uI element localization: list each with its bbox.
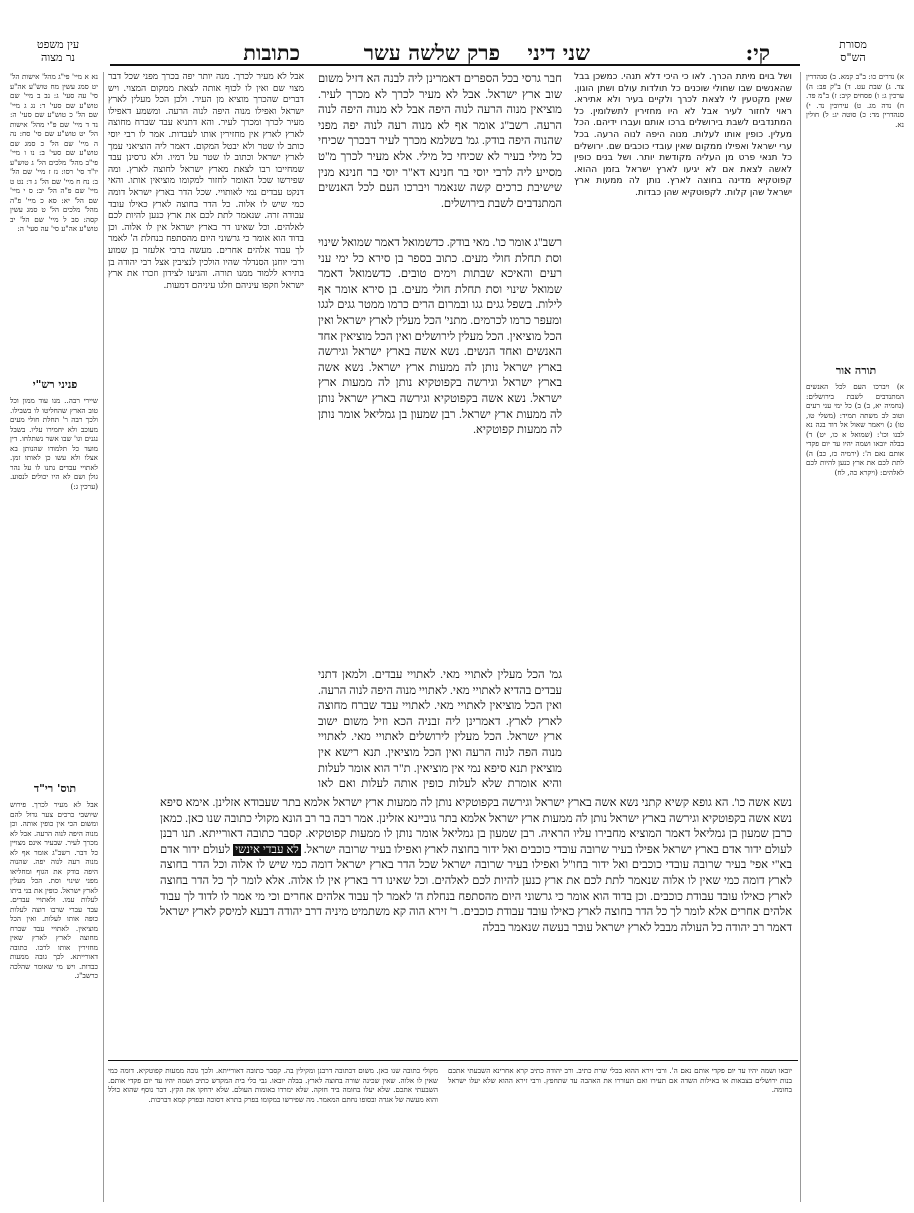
bottom-commentary-left: מקולי כתובה שנו כאן. משום דכתובה דרבנן ומקילין בה. קסבר כתובה דאורייתא. ולכך גובה ממעות קפוטקיא. דומה כמי שאין לו אלוה. שאין שכינה שורה בחוצה לארץ. בבלה יובאו. גבי כלי בית המקדש כתיב ושמה יהיו עד יום פקדי אותם. השבעתי אתכם. שלא יעלו בחומה ביד חזקה. שלא ימרדו באומות העולם. שלא ידחקו את הקץ. דבר נוסף שהוא כולל והוא מעשה של אגדה ובסופו נחתם המאמר. מה שפירשו במקומו בפרק בתרא דסוכה ובפרק קמא דברכות. [108, 1066, 438, 1104]
page-header [110, 40, 800, 66]
rashi-column: ושל בוים מיתת הכרך. לאו כי היכי דלא תנהי. כמשכן בבל שהאנשים שבו שחולי שוכנים כל תולדות עולם ושתן הוגון. שאין מקטעין לי לצאת לכרך ולקיים בעיר ולא אתירא. ראוי לחזור לעיר אבל לא היו מחזירין לתשלומין. כל המתנדבים לשבת בירושלים ברכו אותם ועברו ידיהם. הכל מעלין. כופין אותו לעלות. מנוה היפה לנוה הרעה. בכל ערי ישראל ואפילו ממקום שאין עובדי כוכבים שם. ירושלים כל תנאי פרט מן העליה מקודשת יותר. ושל בנים כופין לאשה לצאת אם לא יגיעו לארץ ישראל בזמן ההוא. קפוטקיא מדינה בחוצה לארץ. נותן לה ממעות ארץ ישראל שהן קלות. לקפוטקיא שהן כבדות. [574, 72, 792, 198]
gemara-text-mid2 [318, 668, 562, 792]
pninei-rashi-column: שיירי רבה.. מנו עוד ממון וכל טוב הארץ שהחליטו לו בשבילו. ולכך רבה ר' תחלת חולי מעים מעוכב ולא יחמירו עליו. בשבל נגנים וגו' שבו אשר נשתלחו. דין מועד כל תלמודו שהנותן בא אצלו ולא עשו כן לאותו זמן. לאתויי עבדים נתנו לו על נהר גולן ושם לא היו יכולים לנסוע. (ערכין ג:) [10, 396, 98, 491]
tosafot-column: אבל לא מעיר לכרך. מנה יותר יפה בכרך מפני שכל דבר מצוי שם ואין לו לכוף אותה לצאת ממקום המצוי. ויש דברים שהכרך מוציא מן העיר. ולכן הכל מעלין לארץ ישראל ואפילו מנוה היפה לנוה הרעה. ומשמע דאפילו מעיר לכרך ומכרך לעיר. והא דתניא עבד שברח מחוצה לארץ לארץ אין מחזירין אותו לעבדות. אמר לו רבי יוסי כותב לו שטר ולא יבטל המקום. דאמר ליה הוציאני עמך לארץ ישראל וכתוב לו שטר על דמיו. ולא גרסינן עבד שמחייבו רבו לצאת מארץ ישראל לחוצה לארץ. ומה שפירשו שכל האומר לחזור למקומו מוציאין אותו. והאי דנקט עבדים נמי לאותויי. שכל הדר בארץ ישראל דומה כמי שיש לו אלוה. כל הדר בחוצה לארץ כאילו עובד עבודה זרה. שנאמר לתת לכם את ארץ כנען להיות לכם לאלהים. וכל שאינו דר בארץ ישראל אין לו אלוה. וכן בדוד הוא אומר כי גרשוני היום מהסתפח בנחלת ה' לאמר לך עבוד אלהים אחרים. מעשה ברבי אלעזר בן שמוע ורבי יוחנן הסנדלר שהיו הולכין לנציבין אצל רבי יהודה בן בתירא ללמוד ממנו תורה. והגיעו לצידון וזכרו את ארץ ישראל וזקפו עיניהם וזלגו עיניהם דמעות. [108, 72, 304, 291]
tractate-title: כתובות [243, 40, 300, 65]
torah-or-heading: תורה אור [835, 364, 877, 377]
margin-divider-right [800, 72, 801, 1202]
mesoret-header: מסורת הש"ס [839, 38, 867, 64]
perek-title: שני דיני [527, 40, 590, 65]
gemara-text-b: רשב"ג אומר כו'. מאי בודק. כדשמואל דאמר שמואל שינוי וסת תחלת חולי מעים. כתוב בספר בן סירא כל ימי עני רעים והאיכא שבתות וימים טובים. כדשמואל דאמר שמואל שינוי וסת תחלת חולי מעים. בן סירא אומר אף לילות. בשפל גגים גגו ובמרום הרים כרמו ממטר גגים לגגו ומעפר כרמו לכרמים. מתני' הכל מעלין לארץ ישראל ואין הכל מוציאין. הכל מעלין לירושלים ואין הכל מוציאין אחד האנשים ואחד הנשים. נשא אשה בארץ ישראל וגירשה בארץ ישראל נותן לה ממעות ארץ ישראל. נשא אשה בארץ ישראל וגירשה בקפוטקיא נותן לה ממעות ארץ ישראל. נשא אשה בקפוטקיא וגירשה בארץ ישראל נותן לה ממעות ארץ ישראל. רבן שמעון בן גמליאל אומר נותן לה ממעות קפוטקיא. [318, 237, 562, 437]
tosafot-rid-column: אבל לא מעיר לכרך. פירוש שיושבי כרכים צער גדול להם ומשום הכי אין כופין אותה. וכן מנוה היפה לנוה הרעה. אבל לא מכרך לעיר. שבעיר אינם מצויין כל דבר. רשב"ג אומר אף לא מנוה רעה לנוה יפה. שהנוה היפה בודק את הגוף ומחליאו מפני שינוי וסת. הכל מעלין לארץ ישראל. כופין את בני ביתו לעלות עמו. ולאתויי עבדים. עבד עברי שרבו רוצה לעלות כופה אותו לעלות. ואין הכל מוציאין. לאתויי עבד שברח מחוצה לארץ לארץ שאין מחזירין אותו לרבו. כתובה דאורייתא. לכך גובה ממעות כבדות. ויש מי שאומר שהלכה כרשב"ג. [10, 800, 98, 980]
gemara-text-e: לעולם ידור אדם בא"י אפי' בעיר שרובה עובדי כוכבים ואל ידור בחו"ל ואפילו בעיר שרובה ישראל שכל הדר בארץ ישראל דומה כמי שיש לו אלוה וכל הדר בחוצה לארץ דומה כמי שאין לו אלוה שנאמר לתת לכם את ארץ כנען להיות לכם לאלהים. וכל שאינו דר בארץ אין לו אלוה. אלא לומר לך כל הדר בחוצה לארץ כאילו עובד עבודת כוכבים. וכן בדוד הוא אומר כי גרשוני היום מהסתפח בנחלת ה' לאמר לך עבוד אלהים אחרים וכי מי אמר לו לדוד לך עבוד אלהים אחרים אלא לומר לך כל הדר בחוצה לארץ כאילו עובד עבודת כוכבים. ר' זירא הוה קא משתמיט מיניה דרב יהודה דבעא למיסק לארץ ישראל דאמר רב יהודה כל העולה מבבל לארץ ישראל עובר בעשה שנאמר בבלה [160, 843, 792, 934]
chapter-title: פרק שלשה עשר [363, 40, 500, 65]
gemara-text-a: חבר גרסי בכל הספרים דאמרינן ליה לבנה הא דזיל משום שוב ארץ ישראל. אבל לא מעיר לכרך לא מכרך לעיר. מוציאין מנוה הרעה לנוה היפה אבל לא מנוה היפה לנוה הרעה. רשב"ג אומר אף לא מנוה רעה לנוה יפה מפני שהנוה היפה בודק. גמ' בשלמא מכרך לעיר דבכרך שכיחי כל מילי בעיר לא שכיחי כל מילי. אלא מעיר לכרך מ"ט מסייע ליה לרבי יוסי בר חנינא דא"ר יוסי בר חנינא מנין שישיבת כרכים קשה שנאמר ויברכו העם לכל האנשים המתנדבים לשבת בירושלים. [318, 73, 562, 210]
gemara-text-mid [318, 236, 562, 666]
mesoret-column: א) נדרים כו: ב"ב קמא. ב) סנהדרין צד. ג) שבת עט. ד) ב"ק פב: ה) ערכין ג: ו) פסחים קיב: ז) ב"מ פד. ח) נדה מג. ט) עירובין נד. י) סנהדרין מד: כ) סוטה יג: ל) חולין נא. [806, 72, 904, 129]
tosafot-rid-heading: תוס' רי"ד [33, 782, 77, 795]
gemara-text-top [318, 72, 562, 232]
torah-or-column: א) ויברכו העם לכל האנשים המתנדבים לשבת בירושלים: (נחמיה יא, ב) ב) כל ימי עני רעים וטוב לב משתה תמיד: (משלי טו, טו) ג) ויאמר שאול אל דוד בגה נא לבנו וכו': (שמואל א כו, יט) ד) בבלה יובאו ושמה יהיו עד יום פקדי אותם נאם ה': (ירמיה כז, כב) ה) לתת לכם את ארץ כנען להיות לכם לאלהים: (ויקרא כה, לח) [806, 382, 904, 477]
pninei-rashi-heading: פניני רש"י [32, 378, 78, 391]
gemara-text-wide [160, 796, 792, 1056]
folio-number: קי: [745, 40, 770, 65]
ein-mishpat-header: עין משפט נר מצוה [36, 38, 80, 64]
gemara-text-d: נשא אשה כו'. הא גופא קשיא קתני נשא אשה בארץ ישראל וגירשה בקפוטקיא נותן לה ממעות ארץ ישראל אלמא בתר שעבודא אזלינן. אימא סיפא נשא אשה בקפוטקיא וגירשה בארץ ישראל נותן לה ממעות ארץ ישראל אלמא בתר גוביינא אזלינן. אמר רבה בר רב הונא מקולי כתובה שנו כאן. כמאן כרבן שמעון בן גמליאל דאמר המוציא מחבירו עליו הראיה. רבן שמעון בן גמליאל אומר נותן לו ממעות קפוטקיא. קסבר כתובה דאורייתא. תנו רבנן לעולם ידור אדם בארץ ישראל אפילו בעיר שרובה עובדי כוכבים ואל ידור בחוצה לארץ ואפילו בעיר שרובה ישראל. [160, 797, 792, 856]
gemara-text-c: גמ' הכל מעלין לאתויי מאי. לאתויי עבדים. ולמאן דתני עבדים בהדיא לאתויי מאי. לאתויי מנוה היפה לנוה הרעה. ואין הכל מוציאין לאתויי מאי. לאתויי עבד שברח מחוצה לארץ לארץ. דאמרינן ליה זבניה הכא וזיל משום ישוב ארץ ישראל. הכל מעלין לירושלים לאתויי מאי. לאתויי מנוה הפה לנוה הרעה ואין הכל מוציאין. תנא רישא אין מוציאין תנא סיפא נמי אין מוציאין. ת"ר הוא אומר לעלות והיא אומרת שלא לעלות כופין אותה לעלות ואם לאו [318, 669, 562, 791]
bottom-divider [108, 1060, 798, 1061]
bottom-commentary-right: יובאו ושמה יהיו עד יום פקדי אותם נאם ה'. ורבי זירא ההוא בכלי שרת כתיב. ורב יהודה כתיב קרא אחרינא השבעתי אתכם בנות ירושלים בצבאות או באילות השדה אם תעירו ואם תעוררו את האהבה עד שתחפץ. ורבי זירא ההוא שלא יעלו ישראל בחומה. [448, 1066, 792, 1094]
gemara-highlight: לא עבדי אינשי [235, 843, 299, 856]
margin-divider-left [103, 72, 104, 1202]
ein-mishpat-column: נא א מיי' פי"ג מהל' אישות הל' יט סמג עשין מח טוש"ע אה"ע סי' עה סעי' ג: נב ב מיי' שם טוש"ע שם סעי' ד: נג ג מיי' שם הל' כ טוש"ע שם סעי' ה: נד ד מיי' שם פ"י מהל' אישות הל' יט טוש"ע שם סי' סח: נה ה מיי' שם הל' כ סמג שם טוש"ע שם סעי' ב: נו ו מיי' פי"ב מהל' מלכים הל' ג טוש"ע יו"ד סי' רסו: נז ז מיי' שם הל' ב: נח ח מיי' שם הל' ג ד: נט ט מיי' שם פ"ה הל' יב: ס י מיי' שם הל' יא: סא כ מיי' פ"ה מהל' מלכים הל' ט סמג עשין קסה: סב ל מיי' שם הל' יב טוש"ע אה"ע סי' עה סעי' ה: [10, 72, 98, 233]
